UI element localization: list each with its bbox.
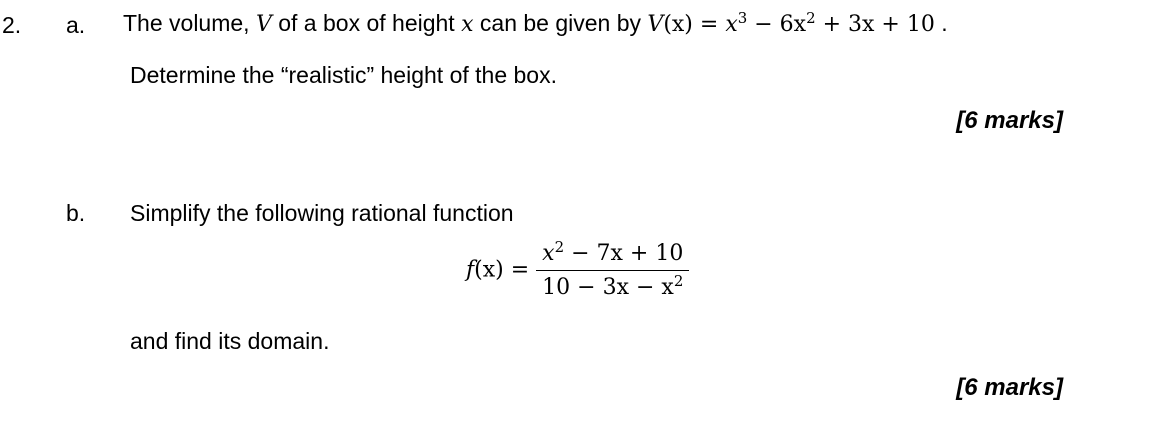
part-a-marks: [6 marks] [956,107,1063,134]
eq-term3: + 3x + 10 [815,12,935,37]
numerator-exp: 2 [554,237,565,256]
part-a-instruction: Determine the “realistic” height of the box. [130,62,557,88]
var-v: V [255,12,272,37]
function-equals: = [503,257,537,283]
part-a-statement [123,10,948,37]
eq-term2-exp: 2 [806,8,816,27]
denominator [536,271,689,300]
function-name: f [466,257,475,283]
numerator-base: x [542,241,555,266]
volume-equation [647,8,935,37]
eq-lhs: V [647,12,664,37]
part-a-label: a. [66,12,86,38]
part-a-intro: The volume, [123,10,256,36]
question-number: 2. [2,12,22,38]
numerator-rest: − 7x + 10 [564,241,684,266]
denominator-main: 10 − 3x − x [542,275,674,300]
eq-term1-base: x [725,12,738,37]
part-a-tail: can be given by [473,10,648,36]
denominator-exp: 2 [673,271,684,290]
eq-arg: (x) [663,12,693,37]
part-a-mid: of a box of height [271,10,462,36]
part-b-instruction: Simplify the following rational function [130,200,514,226]
var-x: x [461,12,474,37]
eq-term2: − 6x [747,12,807,37]
rational-function [466,237,689,300]
eq-period: . [934,10,948,36]
eq-equals: = [692,12,726,37]
part-b-label: b. [66,200,86,226]
fraction [536,237,689,300]
part-b-marks: [6 marks] [956,374,1063,401]
part-b-followup: and find its domain. [130,328,330,354]
function-arg: (x) [474,257,504,283]
numerator [536,237,689,270]
eq-term1-exp: 3 [737,8,748,27]
